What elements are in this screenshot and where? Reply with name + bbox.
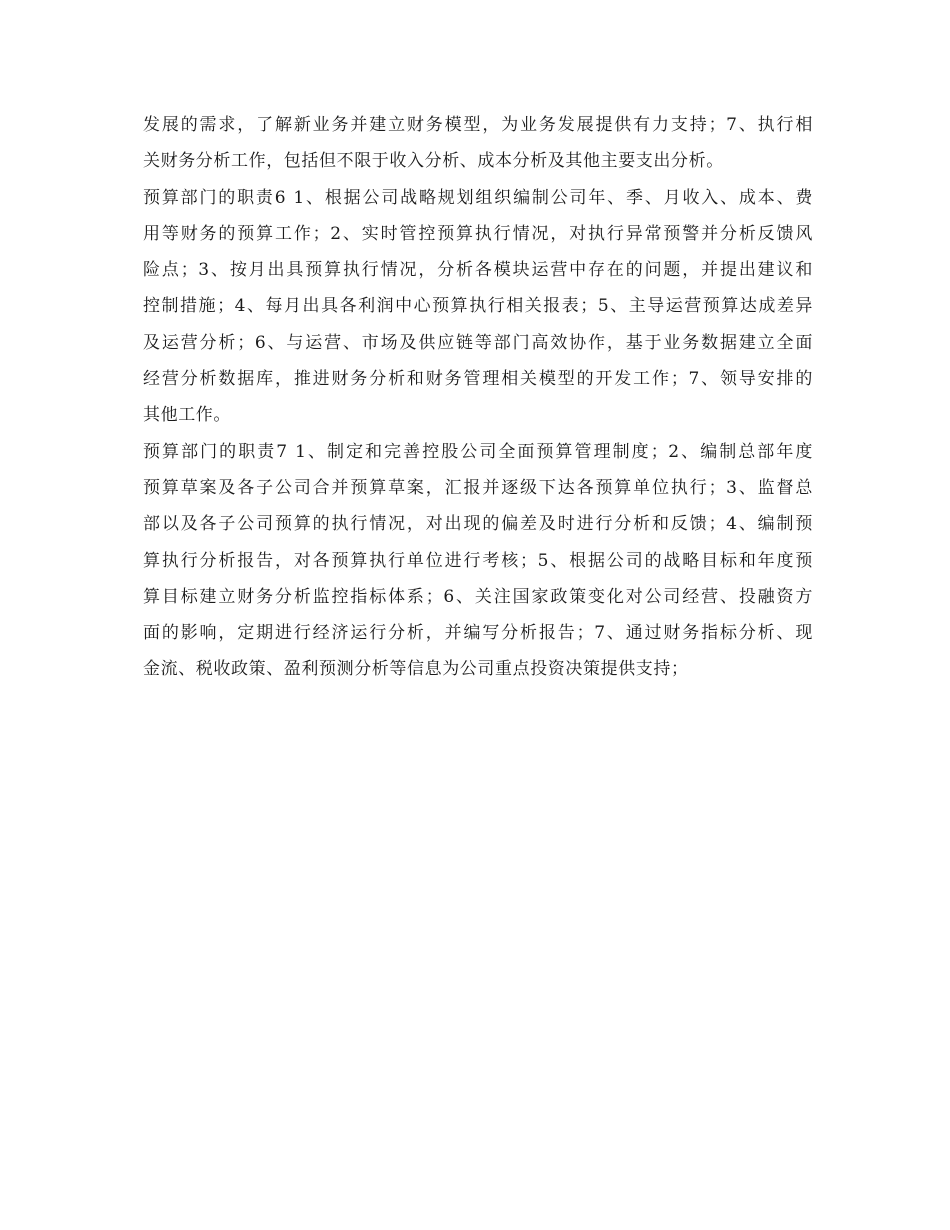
text-line: 及运营分析；6、与运营、市场及供应链等部门高效协作，基于业务数据建立全面	[143, 332, 813, 353]
text-line: 部以及各子公司预算的执行情况，对出现的偏差及时进行分析和反馈；4、编制预	[143, 514, 813, 535]
text-line: 预算部门的职责7 1、制定和完善控股公司全面预算管理制度；2、编制总部年度	[143, 441, 813, 462]
text-line: 经营分析数据库，推进财务分析和财务管理相关模型的开发工作；7、领导安排的	[143, 369, 813, 390]
text-line: 控制措施；4、每月出具各利润中心预算执行相关报表；5、主导运营预算达成差异	[143, 296, 813, 317]
text-line: 险点；3、按月出具预算执行情况，分析各模块运营中存在的问题，并提出建议和	[143, 260, 813, 281]
text-line: 发展的需求，了解新业务并建立财务模型，为业务发展提供有力支持；7、执行相	[143, 115, 813, 135]
text-line: 预算草案及各子公司合并预算草案，汇报并逐级下达各预算单位执行；3、监督总	[143, 477, 813, 498]
document-body	[143, 107, 813, 688]
text-line: 面的影响，定期进行经济运行分析，并编写分析报告；7、通过财务指标分析、现	[143, 623, 813, 644]
text-line: 用等财务的预算工作；2、实时管控预算执行情况，对执行异常预警并分析反馈风	[143, 223, 813, 244]
text-line: 其他工作。	[143, 405, 231, 426]
text-line: 算目标建立财务分析监控指标体系；6、关注国家政策变化对公司经营、投融资方	[143, 586, 813, 607]
text-line: 关财务分析工作，包括但不限于收入分析、成本分析及其他主要支出分析。	[143, 151, 724, 172]
text-line: 算执行分析报告，对各预算执行单位进行考核；5、根据公司的战略目标和年度预	[143, 550, 813, 571]
text-line: 金流、税收政策、盈利预测分析等信息为公司重点投资决策提供支持；	[143, 659, 689, 680]
text-line: 预算部门的职责6 1、根据公司战略规划组织编制公司年、季、月收入、成本、费	[143, 187, 813, 208]
